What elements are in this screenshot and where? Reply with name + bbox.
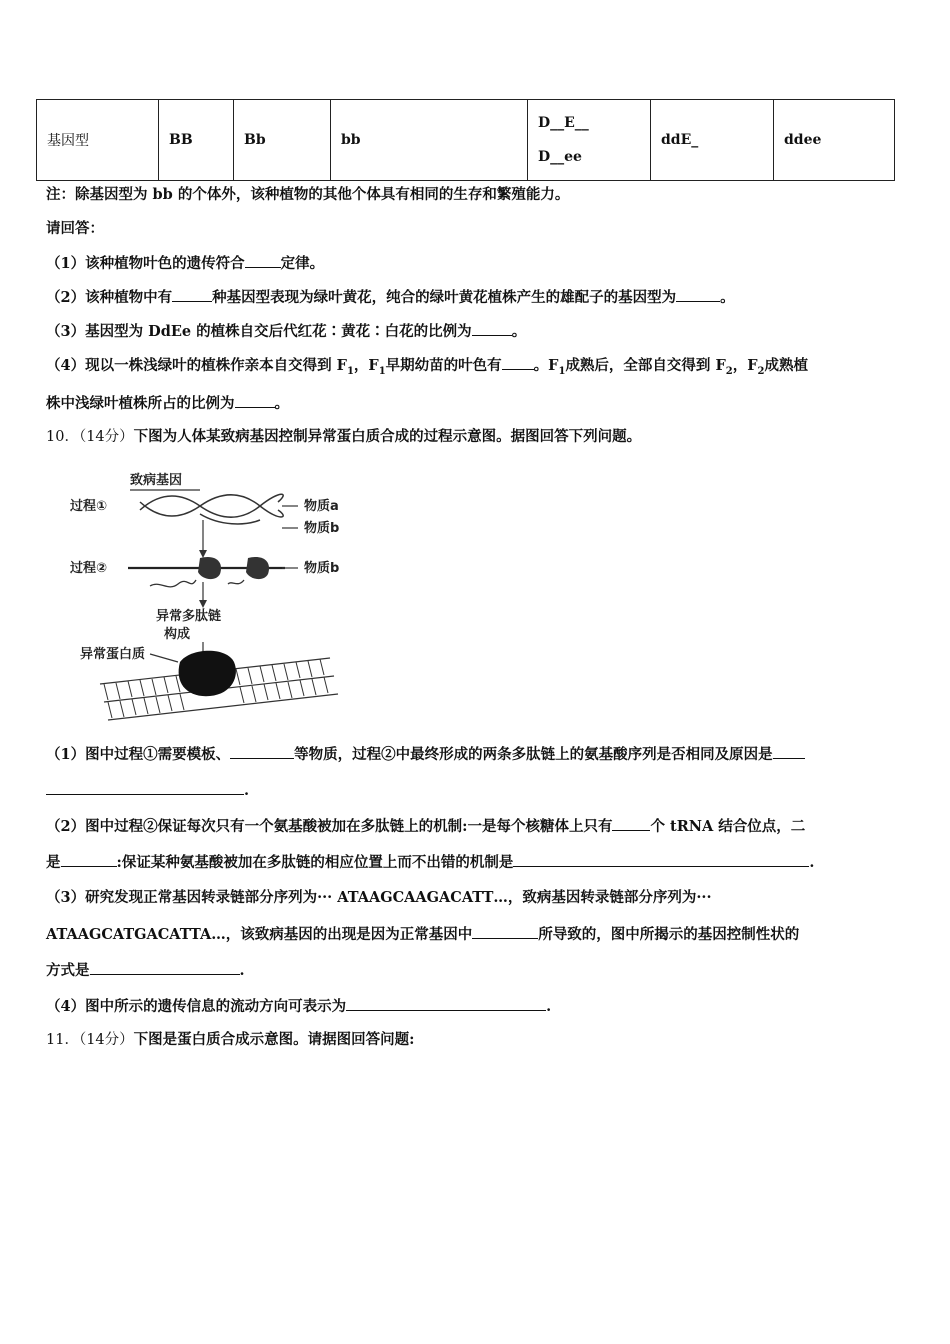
abnormal-protein	[179, 651, 236, 696]
q10-part1-cont: .	[46, 780, 249, 801]
answer-blank	[346, 996, 546, 1011]
label-substance-b2: 物质b	[304, 561, 340, 576]
answer-prompt: 请回答：	[46, 220, 104, 237]
mrna-strand	[200, 514, 260, 524]
pointer-protein	[150, 654, 178, 662]
label-constitutes: 构成	[164, 627, 191, 642]
polypeptide-2	[228, 580, 244, 584]
label-substance-a: 物质a	[304, 499, 339, 514]
q9-part2: （2）该种植物中有 种基因型表现为绿叶黄花，纯合的绿叶黄花植株产生的雄配子的基因型为 。	[46, 289, 735, 306]
label-process2: 过程②	[70, 561, 108, 576]
cell-bb: bb	[331, 100, 528, 181]
answer-blank	[230, 744, 294, 759]
q10-part2: （2）图中过程②保证每次只有一个氨基酸被加在多肽链上的机制:一是每个核糖体上只有 个 tRNA 结合位点，二	[46, 818, 806, 835]
q9-part1: （1）该种植物叶色的遗传符合 定律。	[46, 255, 325, 272]
q10-part1: （1）图中过程①需要模板、 等物质，过程②中最终形成的两条多肽链上的氨基酸序列是否相同及原因是	[46, 744, 805, 765]
answer-blank	[502, 355, 534, 370]
cell-D-E: D__E__	[538, 115, 589, 131]
answer-blank	[612, 816, 650, 831]
q9-part4: （4）现以一株浅绿叶的植株作亲本自交得到 $F_1$，$F_1$早期幼苗的叶色有 。$F_1$成熟后，全部自交得到 $F_2$，$F_2$成熟植	[46, 357, 809, 377]
answer-blank	[235, 393, 275, 408]
ribosome-1	[198, 557, 221, 579]
q10-part3-cont2: 方式是 .	[46, 962, 245, 979]
answer-blank	[472, 321, 512, 336]
label-protein: 异常蛋白质	[80, 647, 146, 662]
label-chain: 异常多肽链	[156, 609, 222, 624]
cell-ddE: ddE_	[651, 100, 774, 181]
q10-title: 10．（14分）下图为人体某致病基因控制异常蛋白质合成的过程示意图。据图回答下列问题。	[46, 428, 642, 445]
cell-Bb: Bb	[234, 100, 331, 181]
cell-D-E-and-D-ee	[528, 100, 651, 181]
label-gene: 致病基因	[130, 473, 183, 488]
q9-part4-cont: 株中浅绿叶植株所占的比例为 。	[46, 395, 289, 412]
arrowhead-2	[199, 600, 207, 608]
answer-blank	[245, 253, 281, 268]
gene-expression-figure	[60, 462, 360, 724]
q10-part3-cont: ATAAGCATGACATTA…，该致病基因的出现是因为正常基因中 所导致的，图中所揭示的基因控制性状的	[46, 926, 800, 943]
answer-blank	[773, 744, 805, 759]
answer-blank	[676, 287, 720, 302]
ribosome-2	[246, 557, 269, 579]
genotype-table	[36, 99, 895, 181]
answer-blank	[61, 852, 117, 867]
answer-blank	[46, 780, 244, 795]
arrowhead-1	[199, 550, 207, 558]
polypeptide-1	[150, 580, 196, 587]
answer-blank	[513, 852, 809, 867]
q10-part3: （3）研究发现正常基因转录链部分序列为··· ATAAGCAAGACATT…，致病基因转录链部分序列为···	[46, 889, 712, 906]
cell-D-ee: D__ee	[538, 149, 582, 165]
q9-part3: （3）基因型为 DdEe 的植株自交后代红花∶黄花∶白花的比例为 。	[46, 323, 527, 340]
q11-title: 11．（14分）下图是蛋白质合成示意图。请据图回答问题:	[46, 1031, 415, 1048]
genotype-header: 基因型	[37, 100, 159, 181]
answer-blank	[172, 287, 212, 302]
answer-blank	[90, 960, 240, 975]
q10-part4: （4）图中所示的遗传信息的流动方向可表示为 .	[46, 998, 552, 1015]
label-substance-b1: 物质b	[304, 521, 340, 536]
answer-blank	[472, 924, 538, 939]
table-note: 注：除基因型为 bb 的个体外，该种植物的其他个体具有相同的生存和繁殖能力。	[46, 186, 570, 203]
q10-part2-cont: 是 :保证某种氨基酸被加在多肽链的相应位置上而不出错的机制是 .	[46, 854, 815, 871]
label-process1: 过程①	[70, 499, 108, 514]
cell-ddee: ddee	[774, 100, 895, 181]
cell-BB: BB	[159, 100, 234, 181]
